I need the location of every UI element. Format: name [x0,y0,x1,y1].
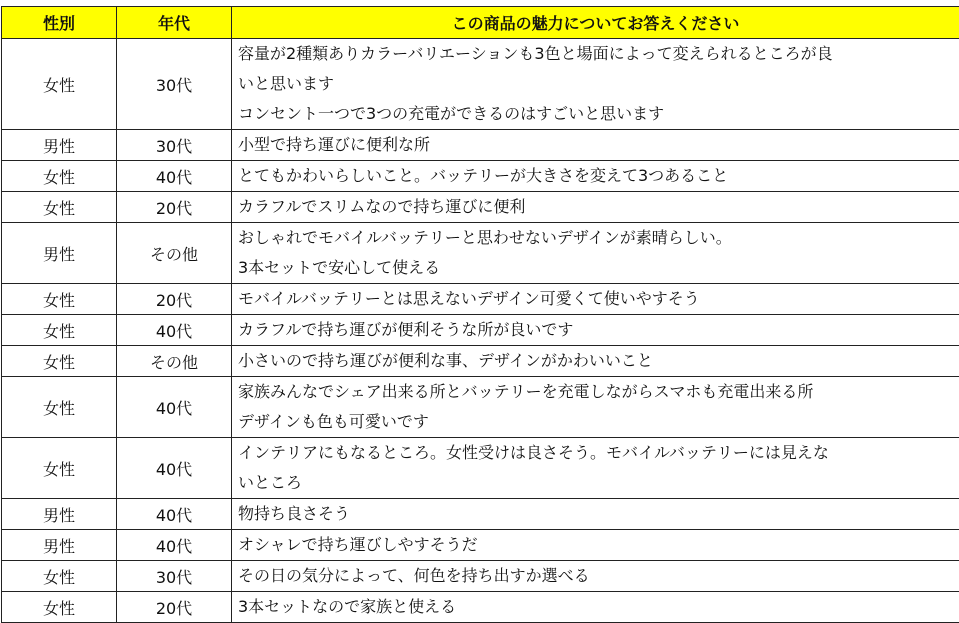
gender-cell[interactable]: 女性 [2,592,117,623]
gender-cell[interactable]: 女性 [2,346,117,377]
table-row [2,530,959,561]
table-row [2,592,959,623]
age-cell[interactable]: その他 [117,223,232,284]
table-row [2,499,959,530]
answer-cell[interactable] [232,561,959,592]
answer-line: とてもかわいらしいこと。バッテリーが大きさを変えて3つあること [238,166,729,185]
answer-line: 家族みんなでシェア出来る所とバッテリーを充電しながらスマホも充電出来る所 [238,382,814,401]
answer-line: インテリアにもなるところ。女性受けは良さそう。モバイルバッテリーには見えな [238,443,829,462]
answer-line: モバイルバッテリーとは思えないデザイン可愛くて使いやすそう [238,289,700,308]
table-row [2,223,959,284]
answer-line: いところ [238,473,303,492]
table-row [2,192,959,223]
table-row [2,346,959,377]
gender-cell[interactable]: 女性 [2,39,117,130]
answer-line: いと思います [238,74,335,93]
gender-cell[interactable]: 女性 [2,438,117,499]
age-cell[interactable]: 30代 [117,561,232,592]
gender-cell[interactable]: 女性 [2,192,117,223]
gender-cell[interactable]: 男性 [2,499,117,530]
gender-cell[interactable]: 女性 [2,315,117,346]
age-cell[interactable]: 30代 [117,130,232,161]
gender-cell[interactable]: 男性 [2,223,117,284]
survey-table [1,6,959,623]
answer-line: カラフルで持ち運びが便利そうな所が良いです [238,320,574,339]
table-row [2,39,959,130]
answer-cell[interactable] [232,346,959,377]
answer-line: おしゃれでモバイルバッテリーと思わせないデザインが素晴らしい。 [238,228,732,247]
answer-cell[interactable] [232,438,959,499]
answer-cell[interactable] [232,377,959,438]
answer-line: コンセント一つで3つの充電ができるのはすごいと思います [238,104,665,123]
table-row [2,561,959,592]
table-row [2,161,959,192]
gender-cell[interactable]: 女性 [2,377,117,438]
table-row [2,315,959,346]
answer-cell[interactable] [232,223,959,284]
answer-line: 小型で持ち運びに便利な所 [238,135,431,154]
gender-cell[interactable]: 女性 [2,561,117,592]
gender-cell[interactable]: 男性 [2,530,117,561]
table-row [2,130,959,161]
age-cell[interactable]: 20代 [117,192,232,223]
header-answer[interactable]: この商品の魅力についてお答えください [232,7,959,39]
answer-cell[interactable] [232,499,959,530]
gender-cell[interactable]: 女性 [2,284,117,315]
age-cell[interactable]: 30代 [117,39,232,130]
answer-cell[interactable] [232,592,959,623]
answer-cell[interactable] [232,130,959,161]
age-cell[interactable]: 20代 [117,284,232,315]
gender-cell[interactable]: 男性 [2,130,117,161]
answer-line: デザインも色も可愛いです [238,412,429,431]
header-gender[interactable]: 性別 [2,7,117,39]
answer-cell[interactable] [232,530,959,561]
answer-line: 3本セットなので家族と使える [238,597,457,616]
table-row [2,438,959,499]
age-cell[interactable]: 40代 [117,438,232,499]
answer-line: オシャレで持ち運びしやすそうだ [238,535,478,554]
answer-cell[interactable] [232,192,959,223]
answer-cell[interactable] [232,315,959,346]
table-row [2,284,959,315]
age-cell[interactable]: 40代 [117,530,232,561]
answer-cell[interactable] [232,161,959,192]
answer-line: 小さいので持ち運びが便利な事、デザインがかわいいこと [238,351,653,370]
answer-line: 容量が2種類ありカラーバリエーションも3色と場面によって変えられるところが良 [238,44,833,63]
age-cell[interactable]: その他 [117,346,232,377]
answer-line: その日の気分によって、何色を持ち出すか選べる [238,566,590,585]
answer-line: カラフルでスリムなので持ち運びに便利 [238,197,526,216]
answer-line: 物持ち良さそう [238,504,351,523]
age-cell[interactable]: 20代 [117,592,232,623]
table-row [2,377,959,438]
answer-cell[interactable] [232,284,959,315]
answer-line: 3本セットで安心して使える [238,258,441,277]
gender-cell[interactable]: 女性 [2,161,117,192]
age-cell[interactable]: 40代 [117,161,232,192]
age-cell[interactable]: 40代 [117,377,232,438]
header-age[interactable]: 年代 [117,7,232,39]
age-cell[interactable]: 40代 [117,499,232,530]
age-cell[interactable]: 40代 [117,315,232,346]
table-body [2,39,959,623]
answer-cell[interactable] [232,39,959,130]
header-row [2,7,959,39]
